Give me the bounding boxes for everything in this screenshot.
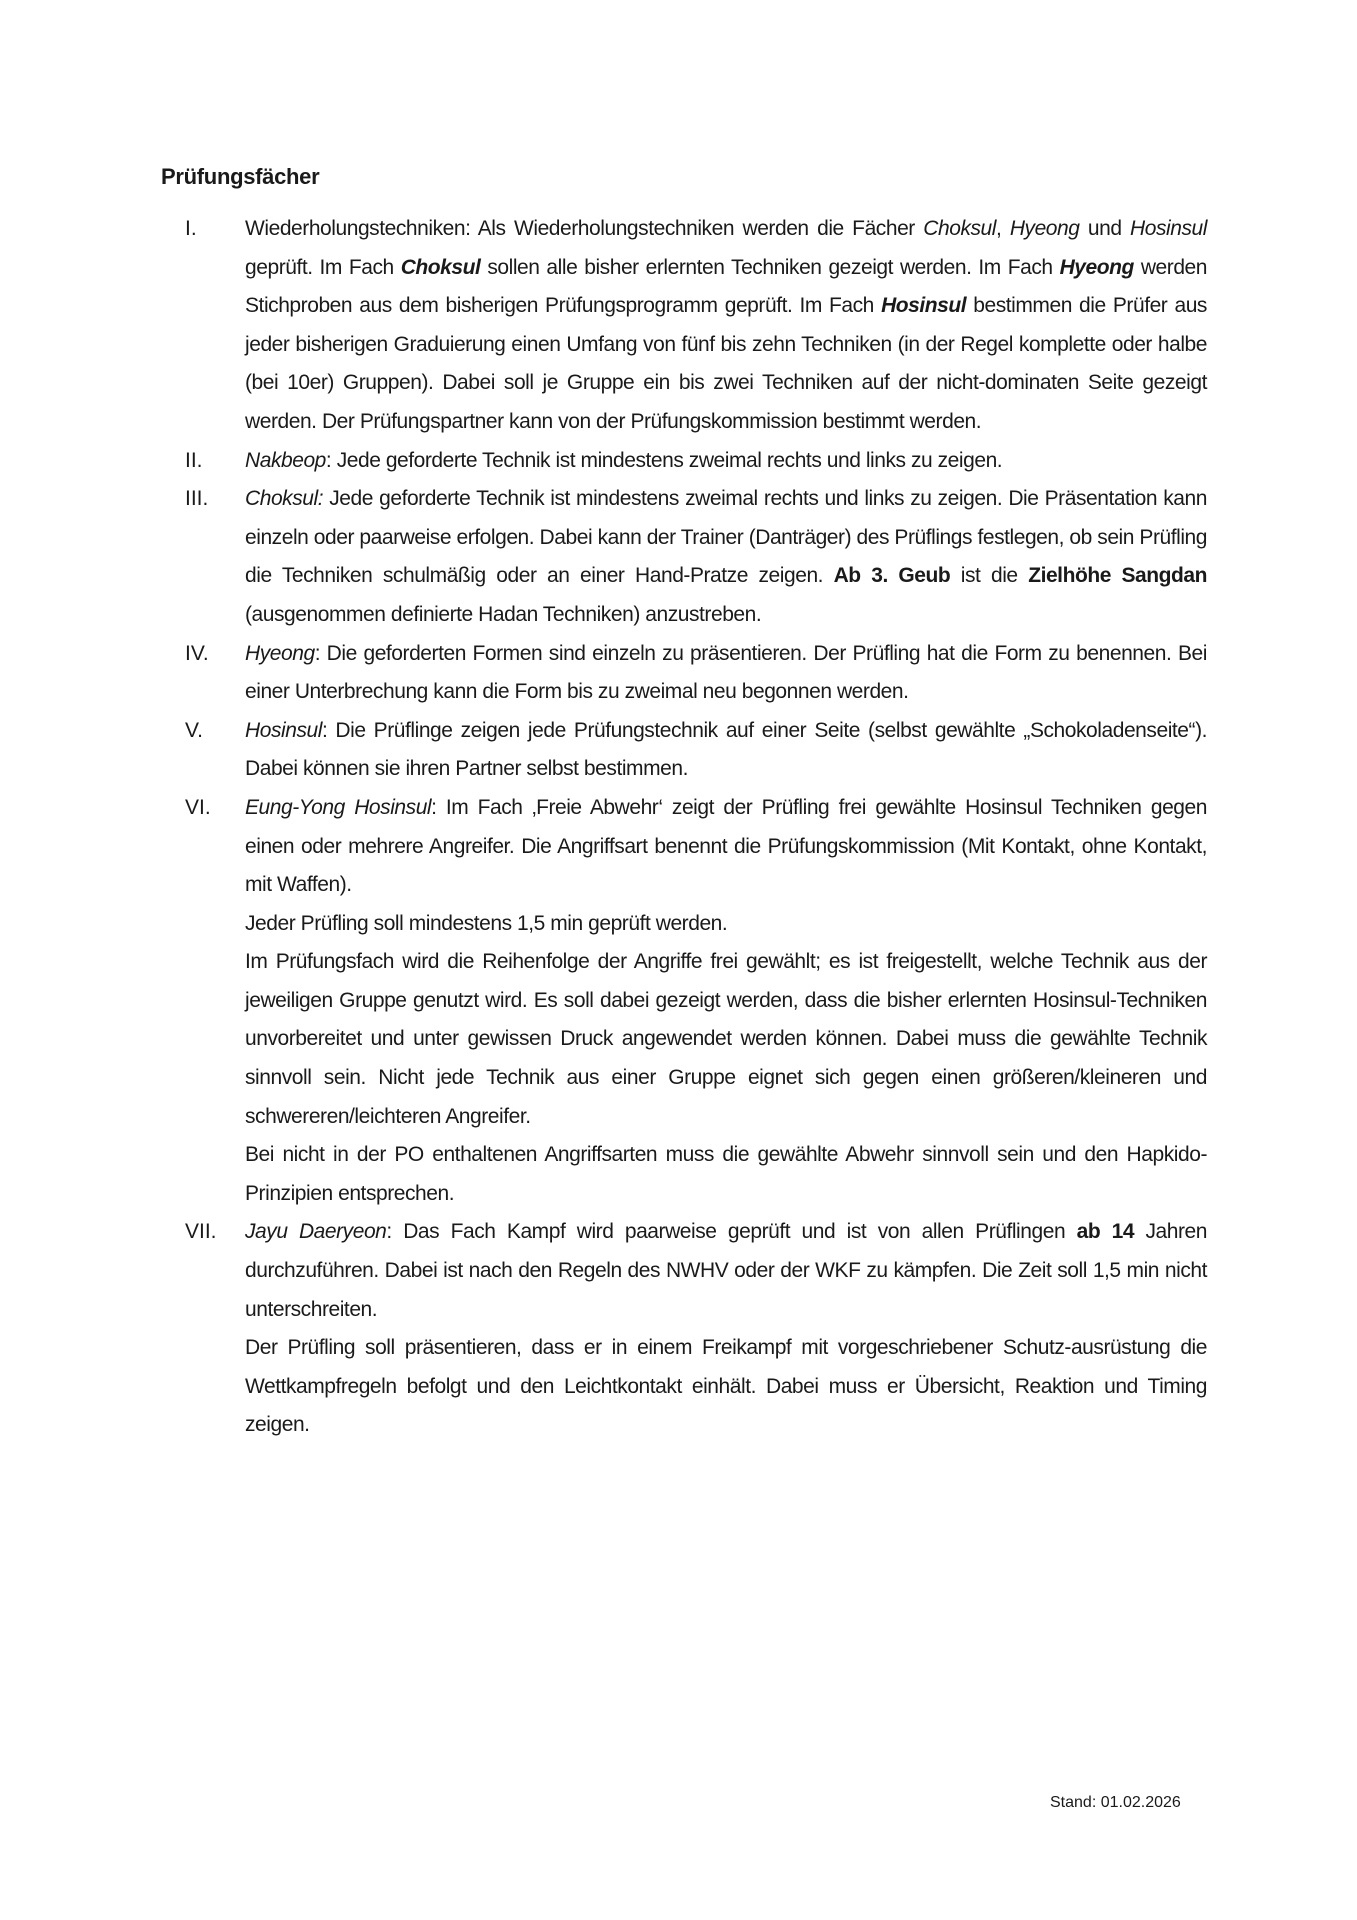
item-body <box>245 1213 1207 1445</box>
paragraph <box>245 635 1207 712</box>
item-body <box>245 712 1207 789</box>
text-run: und <box>1079 217 1131 240</box>
text-run: ist die <box>950 564 1029 588</box>
emphasis-text: Ab 3. Geub <box>833 564 951 588</box>
emphasis-text: Nakbeop <box>245 448 326 472</box>
emphasis-text: ab 14 <box>1076 1220 1135 1244</box>
emphasis-text: Hosinsul <box>1130 217 1207 240</box>
text-run: Jeder Prüfling soll mindestens 1,5 min geprüft werden. <box>245 911 728 935</box>
item-numeral <box>161 480 245 634</box>
item-body <box>245 210 1207 442</box>
roman-numeral: IV. <box>185 641 209 665</box>
item-body <box>245 480 1207 634</box>
emphasis-text: Hyeong <box>245 641 315 665</box>
text-run: Der Prüfling soll präsentieren, dass er in einem Freikampf mit vorgeschriebener Schutz-ausrüstung die Wettkampfregeln befolgt und den Leichtkontakt einhält. Dabei muss er Übersicht, Reaktion und Timing zeigen. <box>245 1336 1207 1437</box>
item-body <box>245 789 1207 1214</box>
paragraph <box>245 210 1207 442</box>
emphasis-text: Hosinsul <box>881 294 967 318</box>
emphasis-text: Choksul: <box>245 487 324 511</box>
list-item <box>161 635 1207 712</box>
paragraph <box>245 905 1207 944</box>
paragraph <box>245 480 1207 634</box>
emphasis-text: Jayu Daeryeon <box>245 1220 387 1244</box>
text-run: Bei nicht in der PO enthaltenen Angriffsarten muss die gewählte Abwehr sinnvoll sein und den Hapkido-Prinzipien entsprechen. <box>245 1143 1207 1205</box>
roman-numeral: VI. <box>185 795 211 819</box>
text-run: werden Stichproben aus dem bisherigen Prüfungsprogramm geprüft. Im Fach <box>245 255 1208 318</box>
paragraph <box>245 1329 1207 1445</box>
text-run: Jahren durchzuführen. Dabei ist nach den Regeln des NWHV oder der WKF zu kämpfen. Die Zeit soll 1,5 min nicht unterschreiten. <box>245 1220 1207 1321</box>
item-body <box>245 442 1207 481</box>
item-numeral <box>161 442 245 481</box>
text-run: (ausgenommen definierte Hadan Techniken) anzustreben. <box>245 602 762 626</box>
list-item <box>161 210 1207 442</box>
item-numeral <box>161 712 245 789</box>
emphasis-text: Choksul <box>923 217 996 240</box>
emphasis-text: Hyeong <box>1059 255 1134 279</box>
paragraph <box>245 712 1207 789</box>
roman-numeral: II. <box>185 448 203 472</box>
text-run: sollen alle bisher erlernten Techniken gezeigt werden. Im Fach <box>480 255 1060 279</box>
text-run: Wiederholungstechniken: Als Wiederholungstechniken werden die Fächer <box>245 217 924 240</box>
text-run: : Die Prüflinge zeigen jede Prüfungstechnik auf einer Seite (selbst gewählte „Schokoladenseite“). Dabei können sie ihren Partner selbst bestimmen. <box>245 718 1207 781</box>
paragraph <box>245 789 1207 905</box>
text-run: : Die geforderten Formen sind einzeln zu präsentieren. Der Prüfling hat die Form zu benennen. Bei einer Unterbrechung kann die Form bis zu zweimal neu begonnen werden. <box>245 641 1207 704</box>
roman-numeral: V. <box>185 718 203 742</box>
item-numeral <box>161 789 245 1214</box>
list-item <box>161 480 1207 634</box>
paragraph <box>245 1213 1207 1329</box>
item-numeral <box>161 635 245 712</box>
text-run: geprüft. Im Fach <box>245 255 401 279</box>
text-run: Jede geforderte Technik ist mindestens zweimal rechts und links zu zeigen. Die Präsentation kann einzeln oder paarweise erfolgen. Dabei kann der Trainer (Danträger) des Prüflings festlegen, ob sein Prüfling die Techniken schulmäßig oder an einer Hand-Pratze zeigen. <box>245 487 1207 588</box>
paragraph <box>245 1136 1207 1213</box>
list-item <box>161 442 1207 481</box>
revision-date: Stand: 01.02.2026 <box>1050 1794 1181 1811</box>
roman-numeral: VII. <box>185 1220 217 1244</box>
list-item <box>161 712 1207 789</box>
exam-subjects-list <box>161 210 1207 1445</box>
emphasis-text: Hyeong <box>1009 217 1080 240</box>
text-run: bestimmen die Prüfer aus jeder bisherigen Graduierung einen Umfang von fünf bis zehn Techniken (in der Regel komplette oder halbe (bei 10er) Gruppen). Dabei soll je Gruppe ein bis zwei Techniken auf der nicht-dominaten Seite gezeigt werden. Der Prüfungspartner kann von der Prüfungskommission bestimmt werden. <box>245 294 1207 433</box>
section-heading: Prüfungsfächer <box>161 164 320 189</box>
text-run: , <box>996 217 1010 240</box>
item-body <box>245 635 1207 712</box>
roman-numeral: I. <box>185 217 197 240</box>
paragraph <box>245 943 1207 1136</box>
emphasis-text: Zielhöhe Sangdan <box>1028 564 1207 588</box>
text-run: Im Prüfungsfach wird die Reihenfolge der Angriffe frei gewählt; es ist freigestellt, welche Technik aus der jeweiligen Gruppe genutzt wird. Es soll dabei gezeigt werden, dass die bisher erlernten Hosinsul-Techniken unvorbereitet und unter gewissen Druck angewendet werden können. Dabei muss die gewählte Technik sinnvoll sein. Nicht jede Technik aus einer Gruppe eignet sich gegen einen größeren/kleineren und schwereren/leichteren Angreifer. <box>245 950 1207 1128</box>
paragraph <box>245 442 1207 481</box>
text-run: : Im Fach ‚Freie Abwehr‘ zeigt der Prüfling frei gewählte Hosinsul Techniken gegen einen oder mehrere Angreifer. Die Angriffsart benennt die Prüfungskommission (Mit Kontakt, ohne Kontakt, mit Waffen). <box>245 795 1207 897</box>
emphasis-text: Eung-Yong Hosinsul <box>245 795 432 819</box>
emphasis-text: Choksul <box>400 255 481 279</box>
emphasis-text: Hosinsul <box>245 718 322 742</box>
text-run: : Jede geforderte Technik ist mindestens zweimal rechts und links zu zeigen. <box>325 448 1003 472</box>
text-run: : Das Fach Kampf wird paarweise geprüft und ist von allen Prüflingen <box>386 1220 1077 1244</box>
list-item <box>161 789 1207 1214</box>
item-numeral <box>161 1213 245 1445</box>
item-numeral <box>161 210 245 442</box>
roman-numeral: III. <box>185 487 209 511</box>
list-item <box>161 1213 1207 1445</box>
